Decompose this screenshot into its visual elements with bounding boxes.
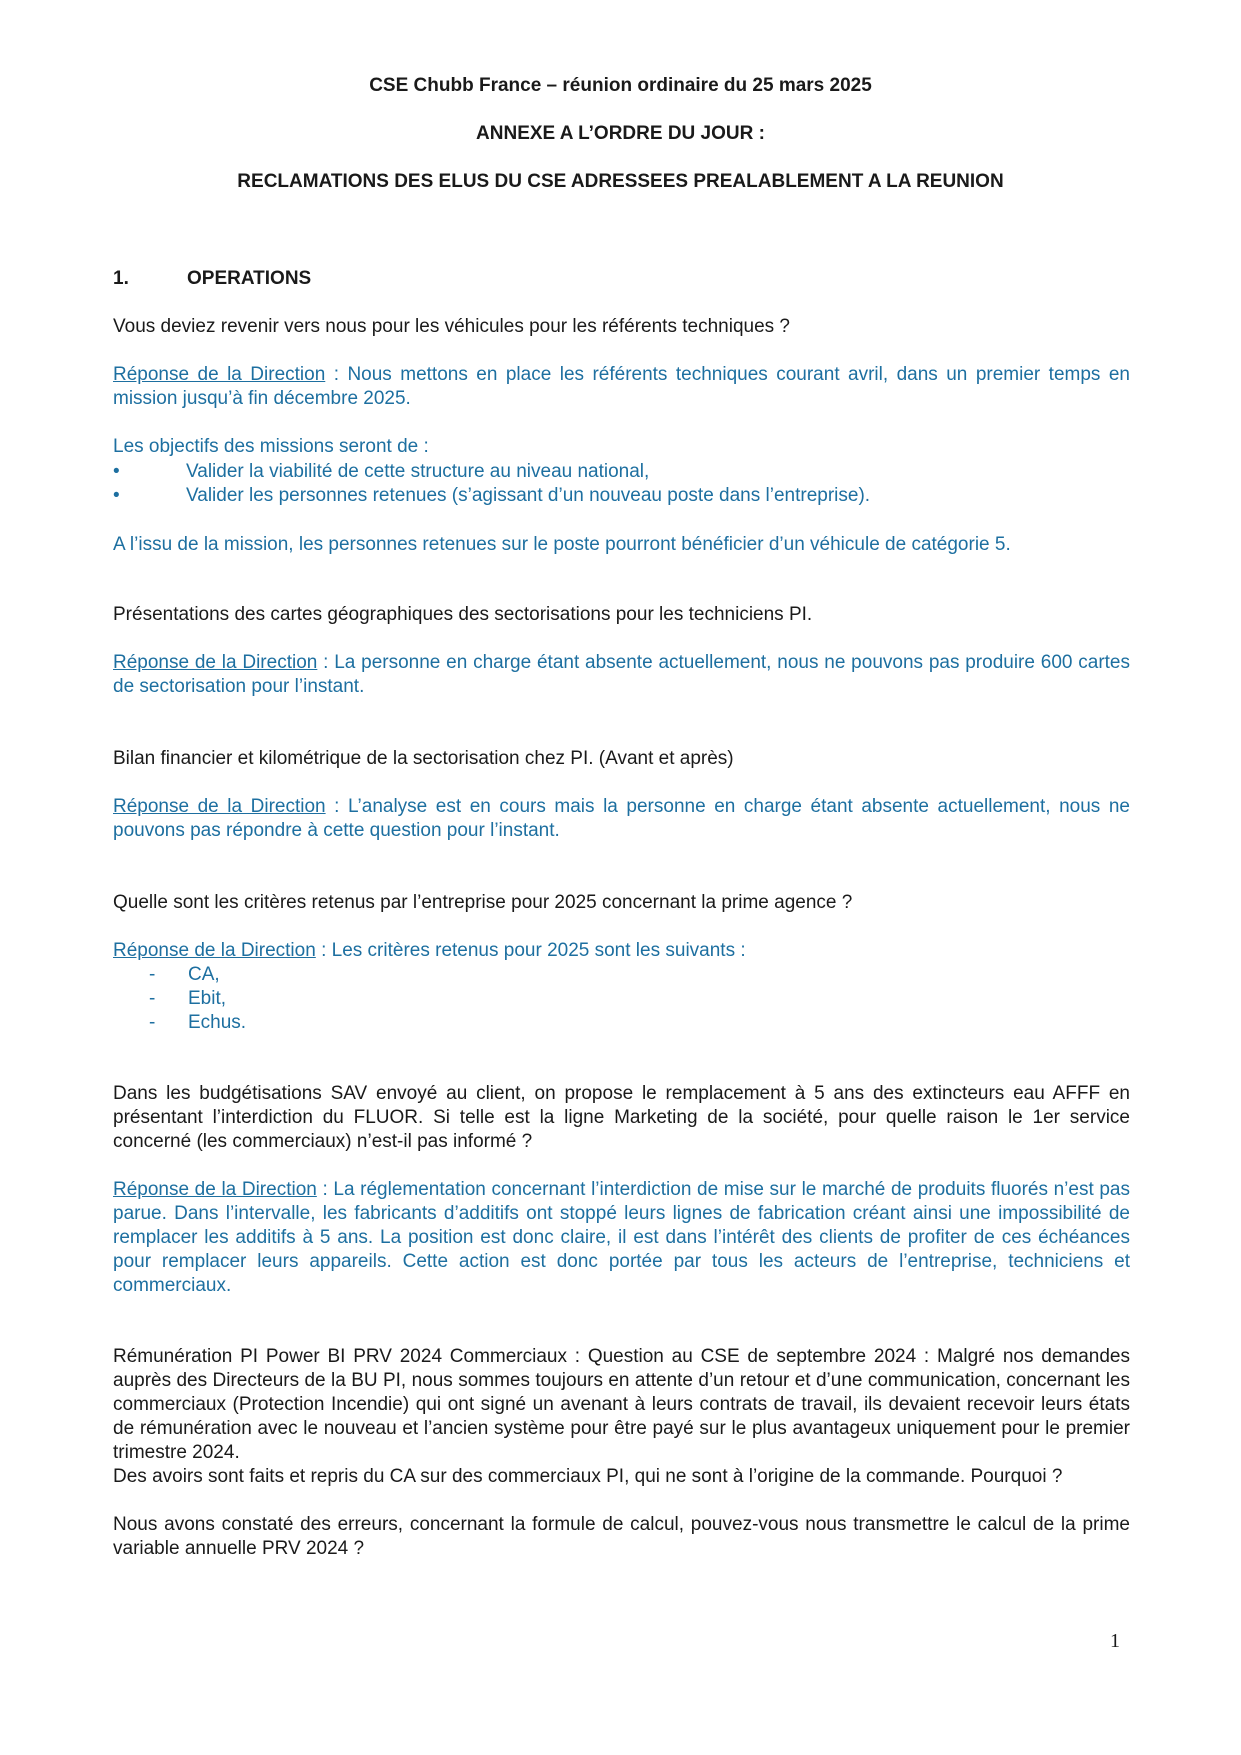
question-4: Quelle sont les critères retenus par l’entreprise pour 2025 concernant la prime agence ? [113,892,853,913]
list-item: - CA, [149,964,220,985]
question-7: Nous avons constaté des erreurs, concernant la formule de calcul, pouvez-vous nous transmettre le calcul de la prime variable annuelle PRV 2024 ? [113,1514,1130,1559]
dash-marker: - [149,1012,156,1033]
response-label: Réponse de la Direction [113,652,318,673]
response-label: Réponse de la Direction [113,940,316,961]
list-item: - Echus. [149,1012,247,1033]
document-title: CSE Chubb France – réunion ordinaire du 25 mars 2025 [369,75,872,96]
response-1 [113,363,1130,411]
section-number: 1. [113,268,129,289]
question-3: Bilan financier et kilométrique de la sectorisation chez PI. (Avant et après) [113,748,734,769]
response-2 [113,651,1130,699]
list-item: • Valider la viabilité de cette structure au niveau national, [113,461,650,482]
response-text: : La réglementation concernant l’interdiction de mise sur le marché de produits fluorés n’est pas parue. Dans l’intervalle, les fabricants d’additifs ont stoppé leurs lignes de fabrication créant ainsi une impossibilité de remplacer les additifs à 5 ans. La position est donc claire, il est dans l’intérêt des clients de profiter de ces échéances pour remplacer leurs appareils. Cette action est donc portée par tous les acteurs de l’entreprise, techniciens et commerciaux. [113,1179,1130,1296]
response-5 [113,1178,1130,1298]
response-label: Réponse de la Direction [113,364,326,385]
response-text: : Les critères retenus pour 2025 sont les suivants : [315,940,746,961]
dash-marker: - [149,988,156,1009]
response-4 [113,939,1130,963]
question-6-followup: Des avoirs sont faits et repris du CA sur des commerciaux PI, qui ne sont à l’origine de la commande. Pourquoi ? [113,1466,1063,1487]
response-label: Réponse de la Direction [113,796,326,817]
criteria-list [113,963,1130,1035]
question-6: Rémunération PI Power BI PRV 2024 Commerciaux : Question au CSE de septembre 2024 : Malgré nos demandes auprès des Directeurs de la BU PI, nous sommes toujours en attente d’un retour et d’une communication, concernant les commerciaux (Protection Incendie) qui ont signé un avenant à leurs contrats de travail, ils devaient recevoir leurs états de rémunération avec le nouveau et l’ancien système pour être payé sur le plus avantageux uniquement pour le premier trimestre 2024. [113,1346,1130,1463]
question-5: Dans les budgétisations SAV envoyé au client, on propose le remplacement à 5 ans des extincteurs eau AFFF en présentant l’interdiction du FLUOR. Si telle est la ligne Marketing de la société, pour quelle raison le 1er service concerné (les commerciaux) n’est-il pas informé ? [113,1083,1130,1152]
question-2: Présentations des cartes géographiques des sectorisations pour les techniciens PI. [113,604,813,625]
objectives-list [113,460,1130,508]
section-heading [113,267,513,291]
response-text: : La personne en charge étant absente actuellement, nous ne pouvons pas produire 600 cartes de sectorisation pour l’instant. [113,652,1130,697]
claims-title: RECLAMATIONS DES ELUS DU CSE ADRESSEES PREALABLEMENT A LA REUNION [237,171,1004,192]
page-number: 1 [1110,1630,1120,1652]
annex-title: ANNEXE A L’ORDRE DU JOUR : [476,123,765,144]
response-label: Réponse de la Direction [113,1179,317,1200]
bullet-icon: • [113,461,120,482]
bullet-icon: • [113,485,120,506]
response-text: : L’analyse est en cours mais la personne en charge étant absente actuellement, nous ne pouvons pas répondre à cette question pour l’instant. [113,796,1130,841]
response-text: : Nous mettons en place les référents techniques courant avril, dans un premier temps en mission jusqu’à fin décembre 2025. [113,364,1130,409]
list-item: • Valider les personnes retenues (s’agissant d’un nouveau poste dans l’entreprise). [113,485,871,506]
response-3 [113,795,1130,843]
section-title: OPERATIONS [187,268,312,289]
dash-marker: - [149,964,156,985]
question-1: Vous deviez revenir vers nous pour les véhicules pour les référents techniques ? [113,316,790,337]
objectives-intro: Les objectifs des missions seront de : [113,436,429,457]
list-item: - Ebit, [149,988,227,1009]
response-1-conclusion: A l’issu de la mission, les personnes retenues sur le poste pourront bénéficier d’un véhicule de catégorie 5. [113,534,1011,555]
